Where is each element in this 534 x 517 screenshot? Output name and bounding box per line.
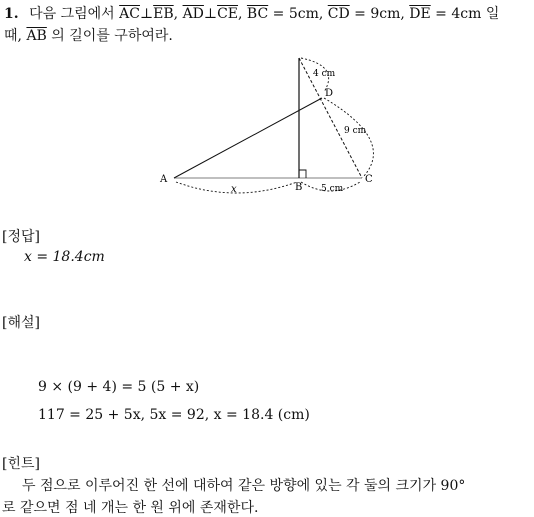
answer-value: x = 18.4cm [24,249,105,265]
segment-ac: $\overline{AC}$ [119,6,140,22]
separator: , [173,6,179,22]
label-4cm: 4 cm [313,69,336,79]
problem-number: 1. [4,6,19,22]
label-9cm: 9 cm [344,126,367,136]
right-angle-mark [299,170,306,178]
problem-text-ttae: 때, [4,28,22,44]
perp-symbol: ⊥ [203,6,218,22]
label-5cm: 5 cm [321,184,344,194]
segment-eb: $\overline{EB}$ [153,6,174,22]
geometry-figure [0,0,534,220]
label-d: D [325,88,334,99]
segment-ce: $\overline{CE}$ [217,6,239,22]
equation-1: 9 × (9 + 4) = 5 (5 + x) [38,379,200,395]
perp-symbol: ⊥ [139,6,154,22]
segment-bc: $\overline{BC}$ [246,6,269,22]
label-c: C [365,174,373,185]
answer-heading: [정답] [2,229,40,245]
problem-text-il: 일 [485,6,500,22]
equation-2: 117 = 25 + 5x, 5x = 92, x = 18.4 (cm) [38,407,310,423]
label-a: A [160,174,168,185]
brace-cd [324,98,373,176]
segment-cd: $\overline{CD}$ [327,6,350,22]
problem-text-before: 다음 그림에서 [29,6,115,22]
label-x: x [231,184,237,195]
label-b: B [295,182,303,193]
hint-line-2: 로 같으면 점 네 개는 한 원 위에 존재한다. [2,500,259,516]
problem-text-after: 의 길이를 구하여라. [51,28,173,44]
segment-ad: $\overline{AD}$ [182,6,204,22]
hint-heading: [힌트] [2,456,40,472]
explanation-heading: [해설] [2,315,40,331]
separator: , [238,6,243,22]
bc-value: = 5cm, [272,6,324,22]
de-value: = 4cm [435,6,482,22]
segment-ab: $\overline{AB}$ [26,28,47,44]
segment-de: $\overline{DE}$ [409,6,431,22]
hint-line-1: 두 점으로 이루어진 한 선에 대하여 같은 방향에 있는 각 둘의 크기가 90° [22,478,466,494]
cd-value: = 9cm, [354,6,405,22]
segment-ad-line [174,98,322,178]
